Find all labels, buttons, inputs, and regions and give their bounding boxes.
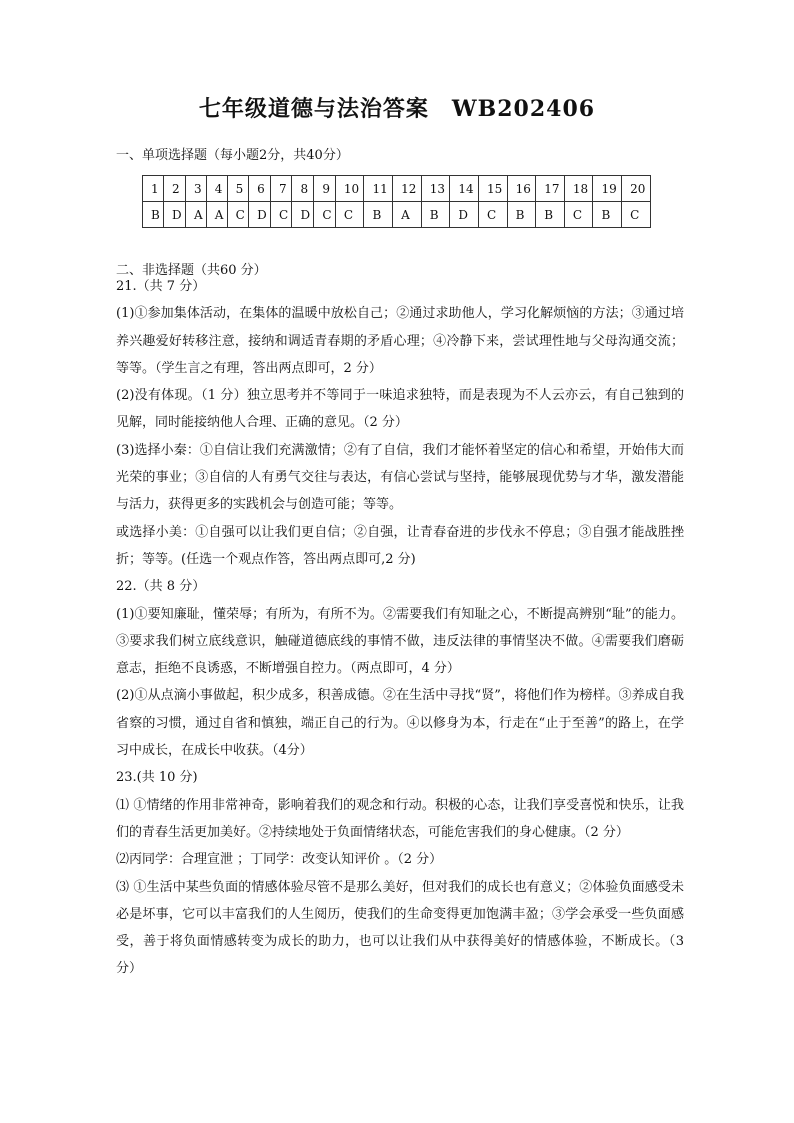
answer-cell: A xyxy=(206,202,227,228)
question-number-cell: 4 xyxy=(206,176,227,202)
question-number-cell: 20 xyxy=(622,176,651,202)
answer-cell: B xyxy=(364,202,393,228)
answer-cell: B xyxy=(536,202,565,228)
question-number-cell: 8 xyxy=(292,176,314,202)
question-number-cell: 2 xyxy=(164,176,186,202)
question-number-cell: 13 xyxy=(421,176,450,202)
q21-part3-option-b: 或选择小美：①自强可以让我们更自信；②自强，让青春奋进的步伐永不停息；③自强才能战胜挫折；等等。(任选一个观点作答，答出两点即可,2 分) xyxy=(116,524,684,567)
answer-table-answer-row xyxy=(143,202,651,228)
answer-cell: B xyxy=(421,202,450,228)
answer-cell: C xyxy=(564,202,593,228)
q22-heading: 22.（共 8 分） xyxy=(116,579,206,595)
answer-cell: A xyxy=(185,202,206,228)
q21-part2: (2)没有体现。（1 分）独立思考并不等同于一味追求独特，而是表现为不人云亦云，有自己独到的见解，同时能接纳他人合理、正确的意见。（2 分） xyxy=(116,388,684,431)
answer-cell: C xyxy=(478,202,507,228)
question-number-cell: 7 xyxy=(271,176,292,202)
answer-cell: A xyxy=(393,202,422,228)
question-number-cell: 3 xyxy=(185,176,206,202)
answer-cell: C xyxy=(622,202,651,228)
q23-part1: ⑴ ①情绪的作用非常神奇，影响着我们的观念和行动。积极的心态，让我们享受喜悦和快乐，让我们的青春生活更加美好。②持续地处于负面情绪状态，可能危害我们的身心健康。（2 分） xyxy=(116,797,684,840)
question-number-cell: 11 xyxy=(364,176,393,202)
answer-cell: B xyxy=(143,202,164,228)
question-number-cell: 12 xyxy=(393,176,422,202)
q23-part3: ⑶ ①生活中某些负面的情感体验尽管不是那么美好，但对我们的成长也有意义；②体验负面感受未必是坏事，它可以丰富我们的人生阅历，使我们的生命变得更加饱满丰盈；③学会承受一些负面感受，善于将负面情感转变为成长的助力，也可以让我们从中获得美好的情感体验，不断成长。（3 分） xyxy=(116,879,684,977)
answer-cell: D xyxy=(164,202,186,228)
answer-cell: C xyxy=(227,202,248,228)
q23-part2: ⑵丙同学：合理宣泄 ；丁同学：改变认知评价 。（2 分） xyxy=(116,852,443,868)
page-title: 七年级道德与法治答案 WB202406 xyxy=(198,96,596,122)
q22-part2: (2)①从点滴小事做起，积少成多，积善成德。②在生活中寻找“贤”，将他们作为榜样。③养成自我省察的习惯，通过自省和慎独，端正自己的行为。④以修身为本，行走在“止于至善”的路上，在学习中成长，在成长中收获。（4分） xyxy=(116,688,684,759)
answer-cell: D xyxy=(450,202,479,228)
answer-cell: D xyxy=(249,202,271,228)
answer-cell: C xyxy=(271,202,292,228)
answer-content xyxy=(116,273,684,983)
answer-table xyxy=(142,175,651,228)
q23-heading: 23.(共 10 分) xyxy=(116,770,198,786)
q22-part1: (1)①要知廉耻，懂荣辱；有所为，有所不为。②需要我们有知耻之心，不断提高辨别“耻”的能力。③要求我们树立底线意识，触碰道德底线的事情不做，违反法律的事情坚决不做。④需要我们磨砺意志，拒绝不良诱惑，不断增强自控力。（两点即可，4 分） xyxy=(116,606,684,677)
answer-cell: C xyxy=(314,202,335,228)
question-number-cell: 10 xyxy=(335,176,364,202)
question-number-cell: 19 xyxy=(593,176,622,202)
section-1-heading: 一、单项选择题（每小题2分，共40分） xyxy=(116,148,349,163)
question-number-cell: 14 xyxy=(450,176,479,202)
question-number-cell: 16 xyxy=(507,176,536,202)
question-number-cell: 1 xyxy=(143,176,164,202)
question-number-cell: 18 xyxy=(564,176,593,202)
question-number-cell: 6 xyxy=(249,176,271,202)
q21-part3-option-a: (3)选择小秦：①自信让我们充满激情；②有了自信，我们才能怀着坚定的信心和希望，开始伟大而光荣的事业；③自信的人有勇气交往与表达，有信心尝试与坚持，能够展现优势与才华，激发潜能与活力，获得更多的实践机会与创造可能；等等。 xyxy=(116,442,684,513)
question-number-cell: 9 xyxy=(314,176,335,202)
question-number-cell: 5 xyxy=(227,176,248,202)
q21-heading: 21.（共 7 分） xyxy=(116,279,206,294)
answer-cell: B xyxy=(593,202,622,228)
question-number-cell: 15 xyxy=(478,176,507,202)
question-number-cell: 17 xyxy=(536,176,565,202)
answer-cell: C xyxy=(335,202,364,228)
answer-cell: B xyxy=(507,202,536,228)
answer-cell: D xyxy=(292,202,314,228)
answer-table-number-row xyxy=(143,176,651,202)
q21-part1: (1)①参加集体活动，在集体的温暖中放松自己；②通过求助他人，学习化解烦恼的方法；③通过培养兴趣爱好转移注意，接纳和调适青春期的矛盾心理；④冷静下来，尝试理性地与父母沟通交流；等等。（学生言之有理，答出两点即可，2 分） xyxy=(116,306,684,376)
section-2-heading: 二、非选择题（共60 分） xyxy=(116,263,267,278)
